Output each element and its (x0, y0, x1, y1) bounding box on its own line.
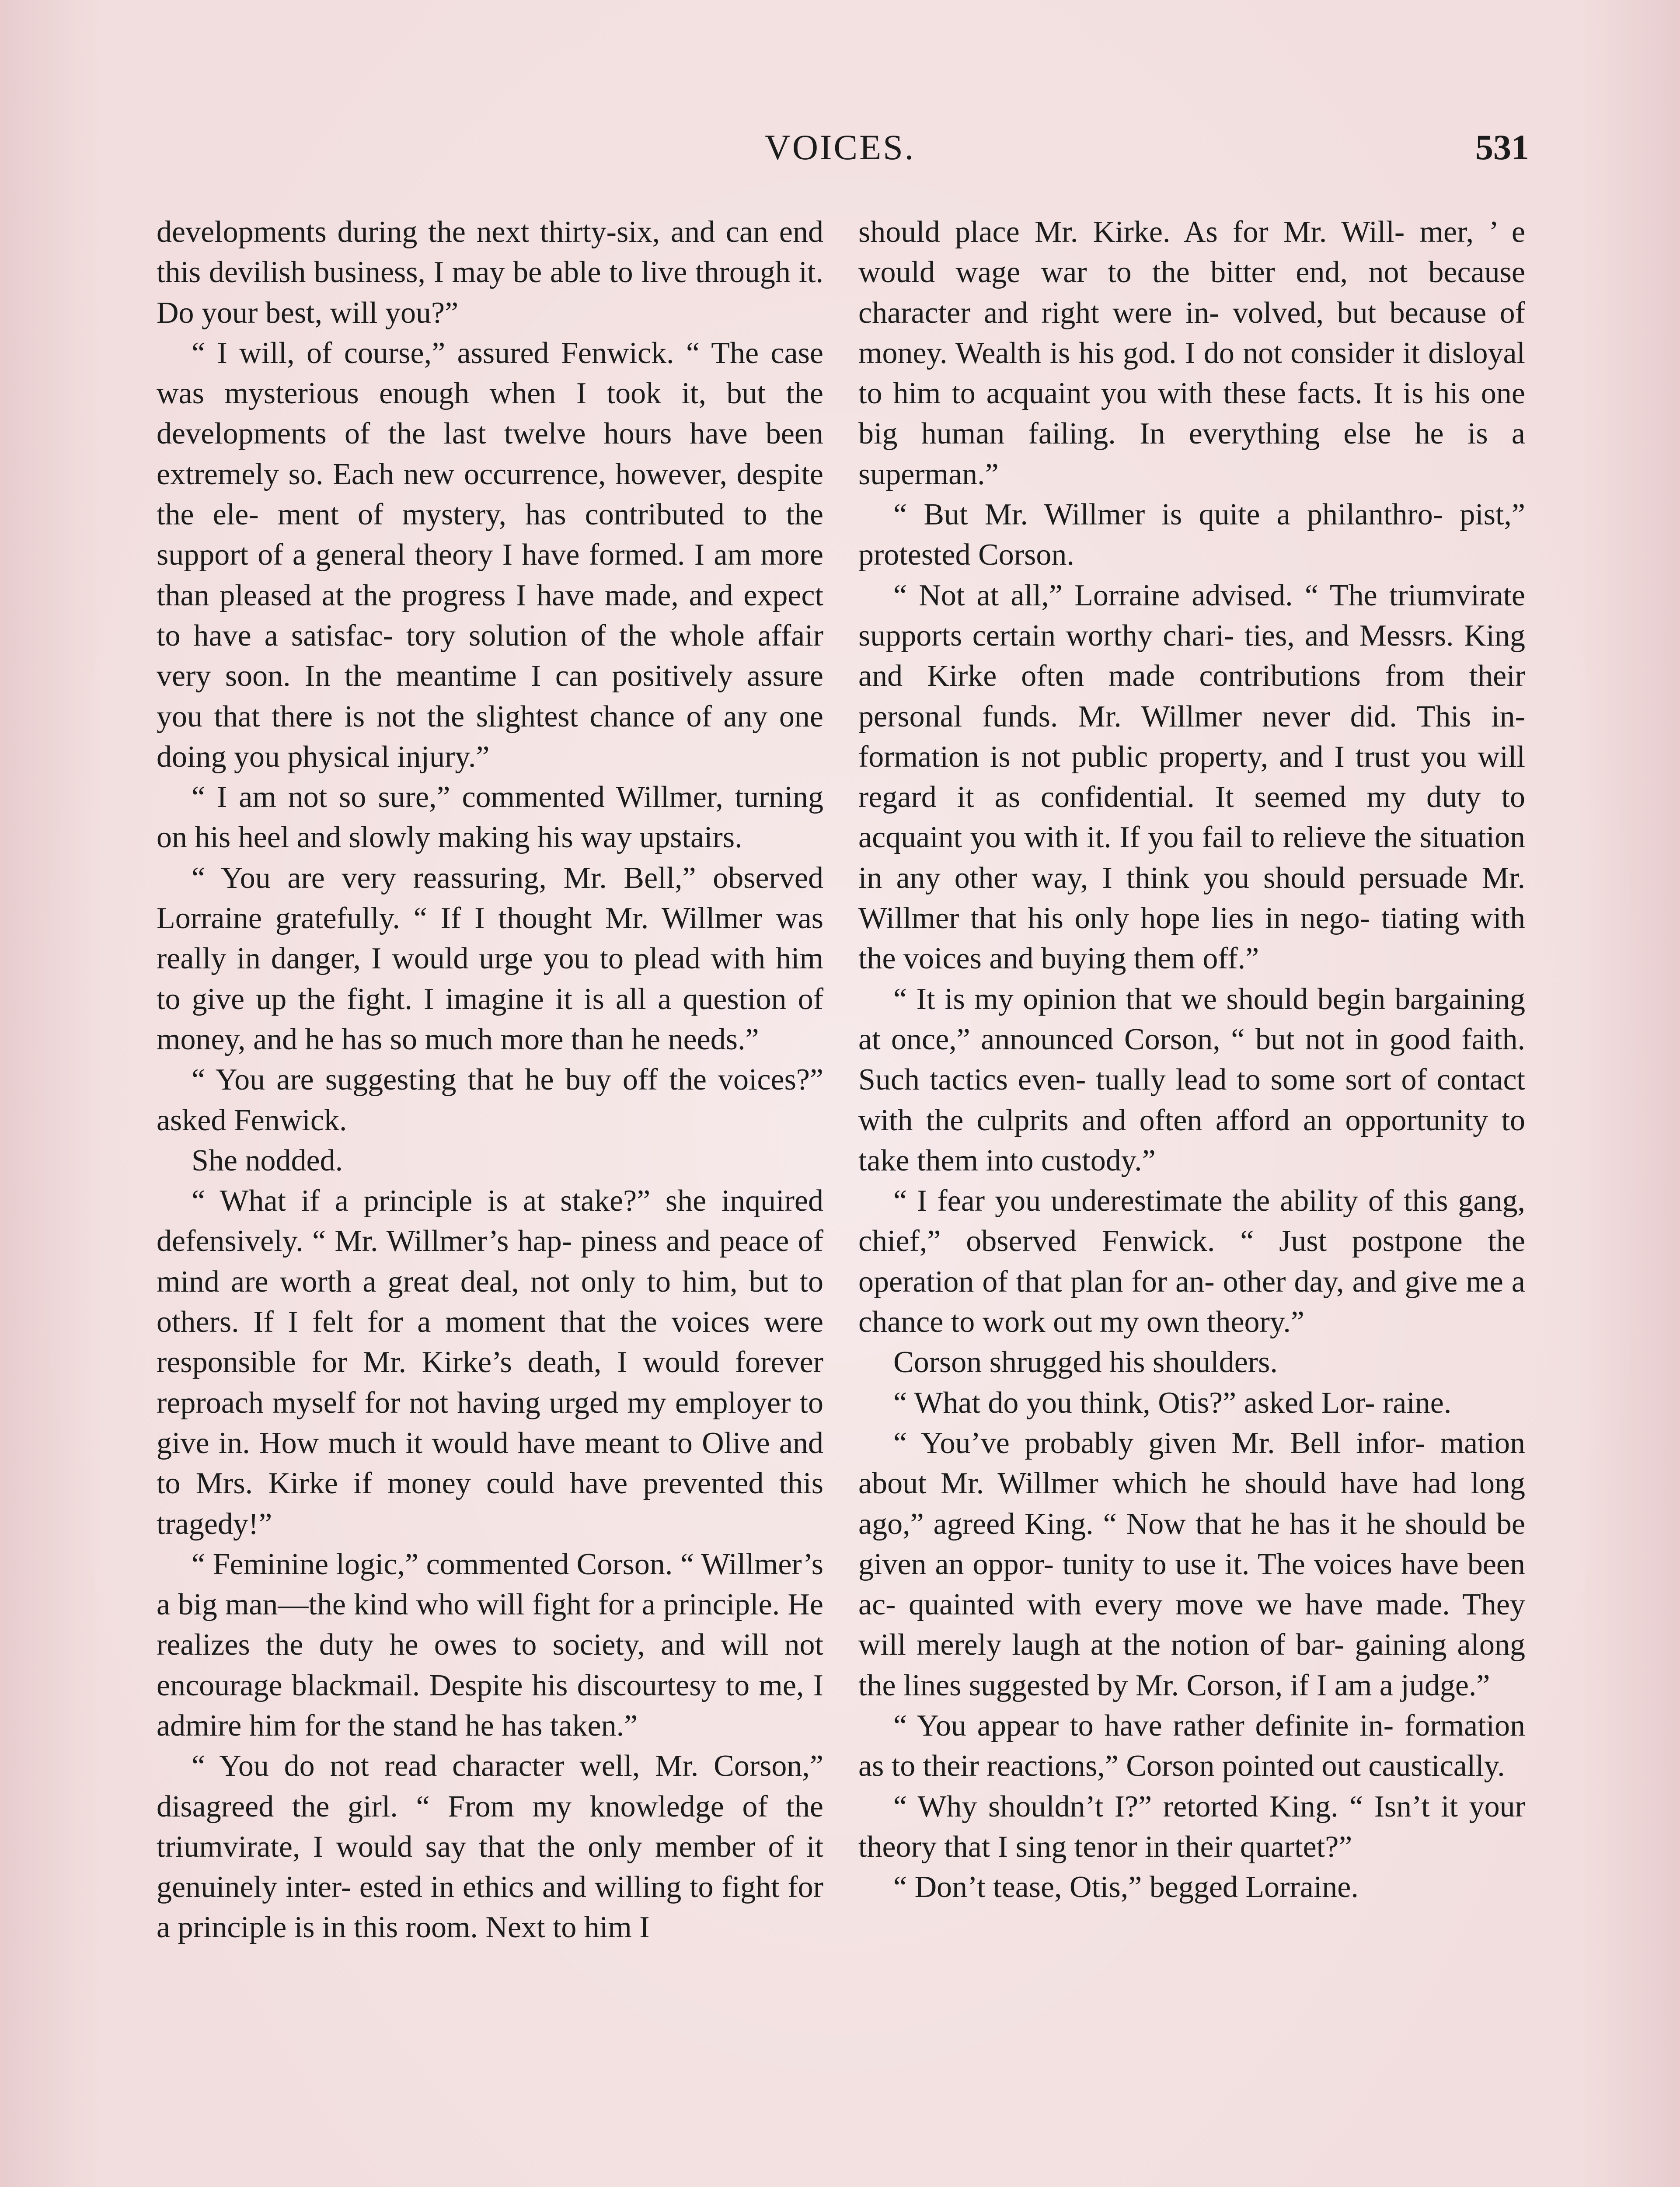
paragraph: “ It is my opinion that we should begin bargaining at once,” announced Corson, “ but not in good faith. Such tactics even- tually lead to some sort of contact with the culprits and often afford an opportunity to take them into custody.” (858, 982, 1525, 1177)
paragraph: “ What do you think, Otis?” asked Lor- raine. (893, 1386, 1452, 1420)
paragraph: “ You do not read character well, Mr. Corson,” disagreed the girl. “ From my knowledge of the triumvirate, I would say that the only member of it genuinely inter- ested in ethics and willing to fight for a principle is in this room. Next to him I (157, 1749, 823, 1945)
paragraph: “ Why shouldn’t I?” retorted King. “ Isn’t it your theory that I sing tenor in their quartet?” (858, 1789, 1525, 1864)
paragraph: should place Mr. Kirke. As for Mr. Will- mer, ’ e would wage war to the bitter end, not because character and right were in- volved, but because of money. Wealth is his god. I do not consider it disloyal to him to acquaint you with these facts. It is his one big human failing. In everything else he is a superman.” (858, 215, 1525, 491)
paragraph: “ What if a principle is at stake?” she inquired defensively. “ Mr. Willmer’s hap- piness and peace of mind are worth a great deal, not only to him, but to others. If I felt for a moment that the voices were responsible for Mr. Kirke’s death, I would forever reproach myself for not having urged my employer to give in. How much it would have meant to Olive and to Mrs. Kirke if money could have prevented this tragedy!” (157, 1184, 823, 1541)
paragraph: “ I fear you underestimate the ability of this gang, chief,” observed Fenwick. “ Just postpone the operation of that plan for an- other day, and give me a chance to work out my own theory.” (858, 1184, 1525, 1339)
page-header (0, 127, 1680, 175)
page-number: 531 (1475, 127, 1529, 167)
paragraph: “ I am not so sure,” commented Willmer, turning on his heel and slowly making his way upstairs. (157, 780, 823, 855)
paragraph: Corson shrugged his shoulders. (893, 1345, 1278, 1380)
paragraph: “ You are suggesting that he buy off the voices?” asked Fenwick. (157, 1063, 823, 1137)
left-column (157, 212, 823, 1948)
paragraph: She nodded. (192, 1143, 343, 1177)
paragraph: “ You’ve probably given Mr. Bell infor- mation about Mr. Willmer which he should have had long ago,” agreed King. “ Now that he has it he should be given an oppor- tunity to use it. The voices have been ac- quainted with every move we have made. They will merely laugh at the notion of bar- gaining along the lines suggested by Mr. Corson, if I am a judge.” (858, 1426, 1525, 1702)
paragraph: “ I will, of course,” assured Fenwick. “ The case was mysterious enough when I took it, but the developments of the last twelve hours have been extremely so. Each new occurrence, however, despite the ele- ment of mystery, has contributed to the support of a general theory I have formed. I am more than pleased at the progress I have made, and expect to have a satisfac- tory solution of the whole affair very soon. In the meantime I can positively assure you that there is not the slightest chance of any one doing you physical injury.” (157, 336, 823, 774)
paragraph: “ You are very reassuring, Mr. Bell,” observed Lorraine gratefully. “ If I thought Mr. Willmer was really in danger, I would urge you to plead with him to give up the fight. I imagine it is all a question of money, and he has so much more than he needs.” (157, 861, 823, 1056)
paragraph: “ Not at all,” Lorraine advised. “ The triumvirate supports certain worthy chari- ties, and Messrs. King and Kirke often made contributions from their personal funds. Mr. Willmer never did. This in- formation is not public property, and I trust you will regard it as confidential. It seemed my duty to acquaint you with it. If you fail to relieve the situation in any other way, I think you should persuade Mr. Willmer that his only hope lies in nego- tiating with the voices and buying them off.” (858, 578, 1525, 976)
paragraph: “ You appear to have rather definite in- formation as to their reactions,” Corson pointed out caustically. (858, 1708, 1525, 1783)
right-column (858, 212, 1525, 1908)
paragraph: “ But Mr. Willmer is quite a philanthro- pist,” protested Corson. (858, 498, 1525, 572)
paragraph: developments during the next thirty-six, and can end this devilish business, I may be able to live through it. Do your best, will you?” (157, 215, 823, 330)
paragraph: “ Feminine logic,” commented Corson. “ Willmer’s a big man—the kind who will fight for a principle. He realizes the duty he owes to society, and will not encourage blackmail. Despite his discourtesy to me, I admire him for the stand he has taken.” (157, 1547, 823, 1743)
paragraph: “ Don’t tease, Otis,” begged Lorraine. (893, 1870, 1359, 1904)
running-title: VOICES. (764, 127, 916, 167)
